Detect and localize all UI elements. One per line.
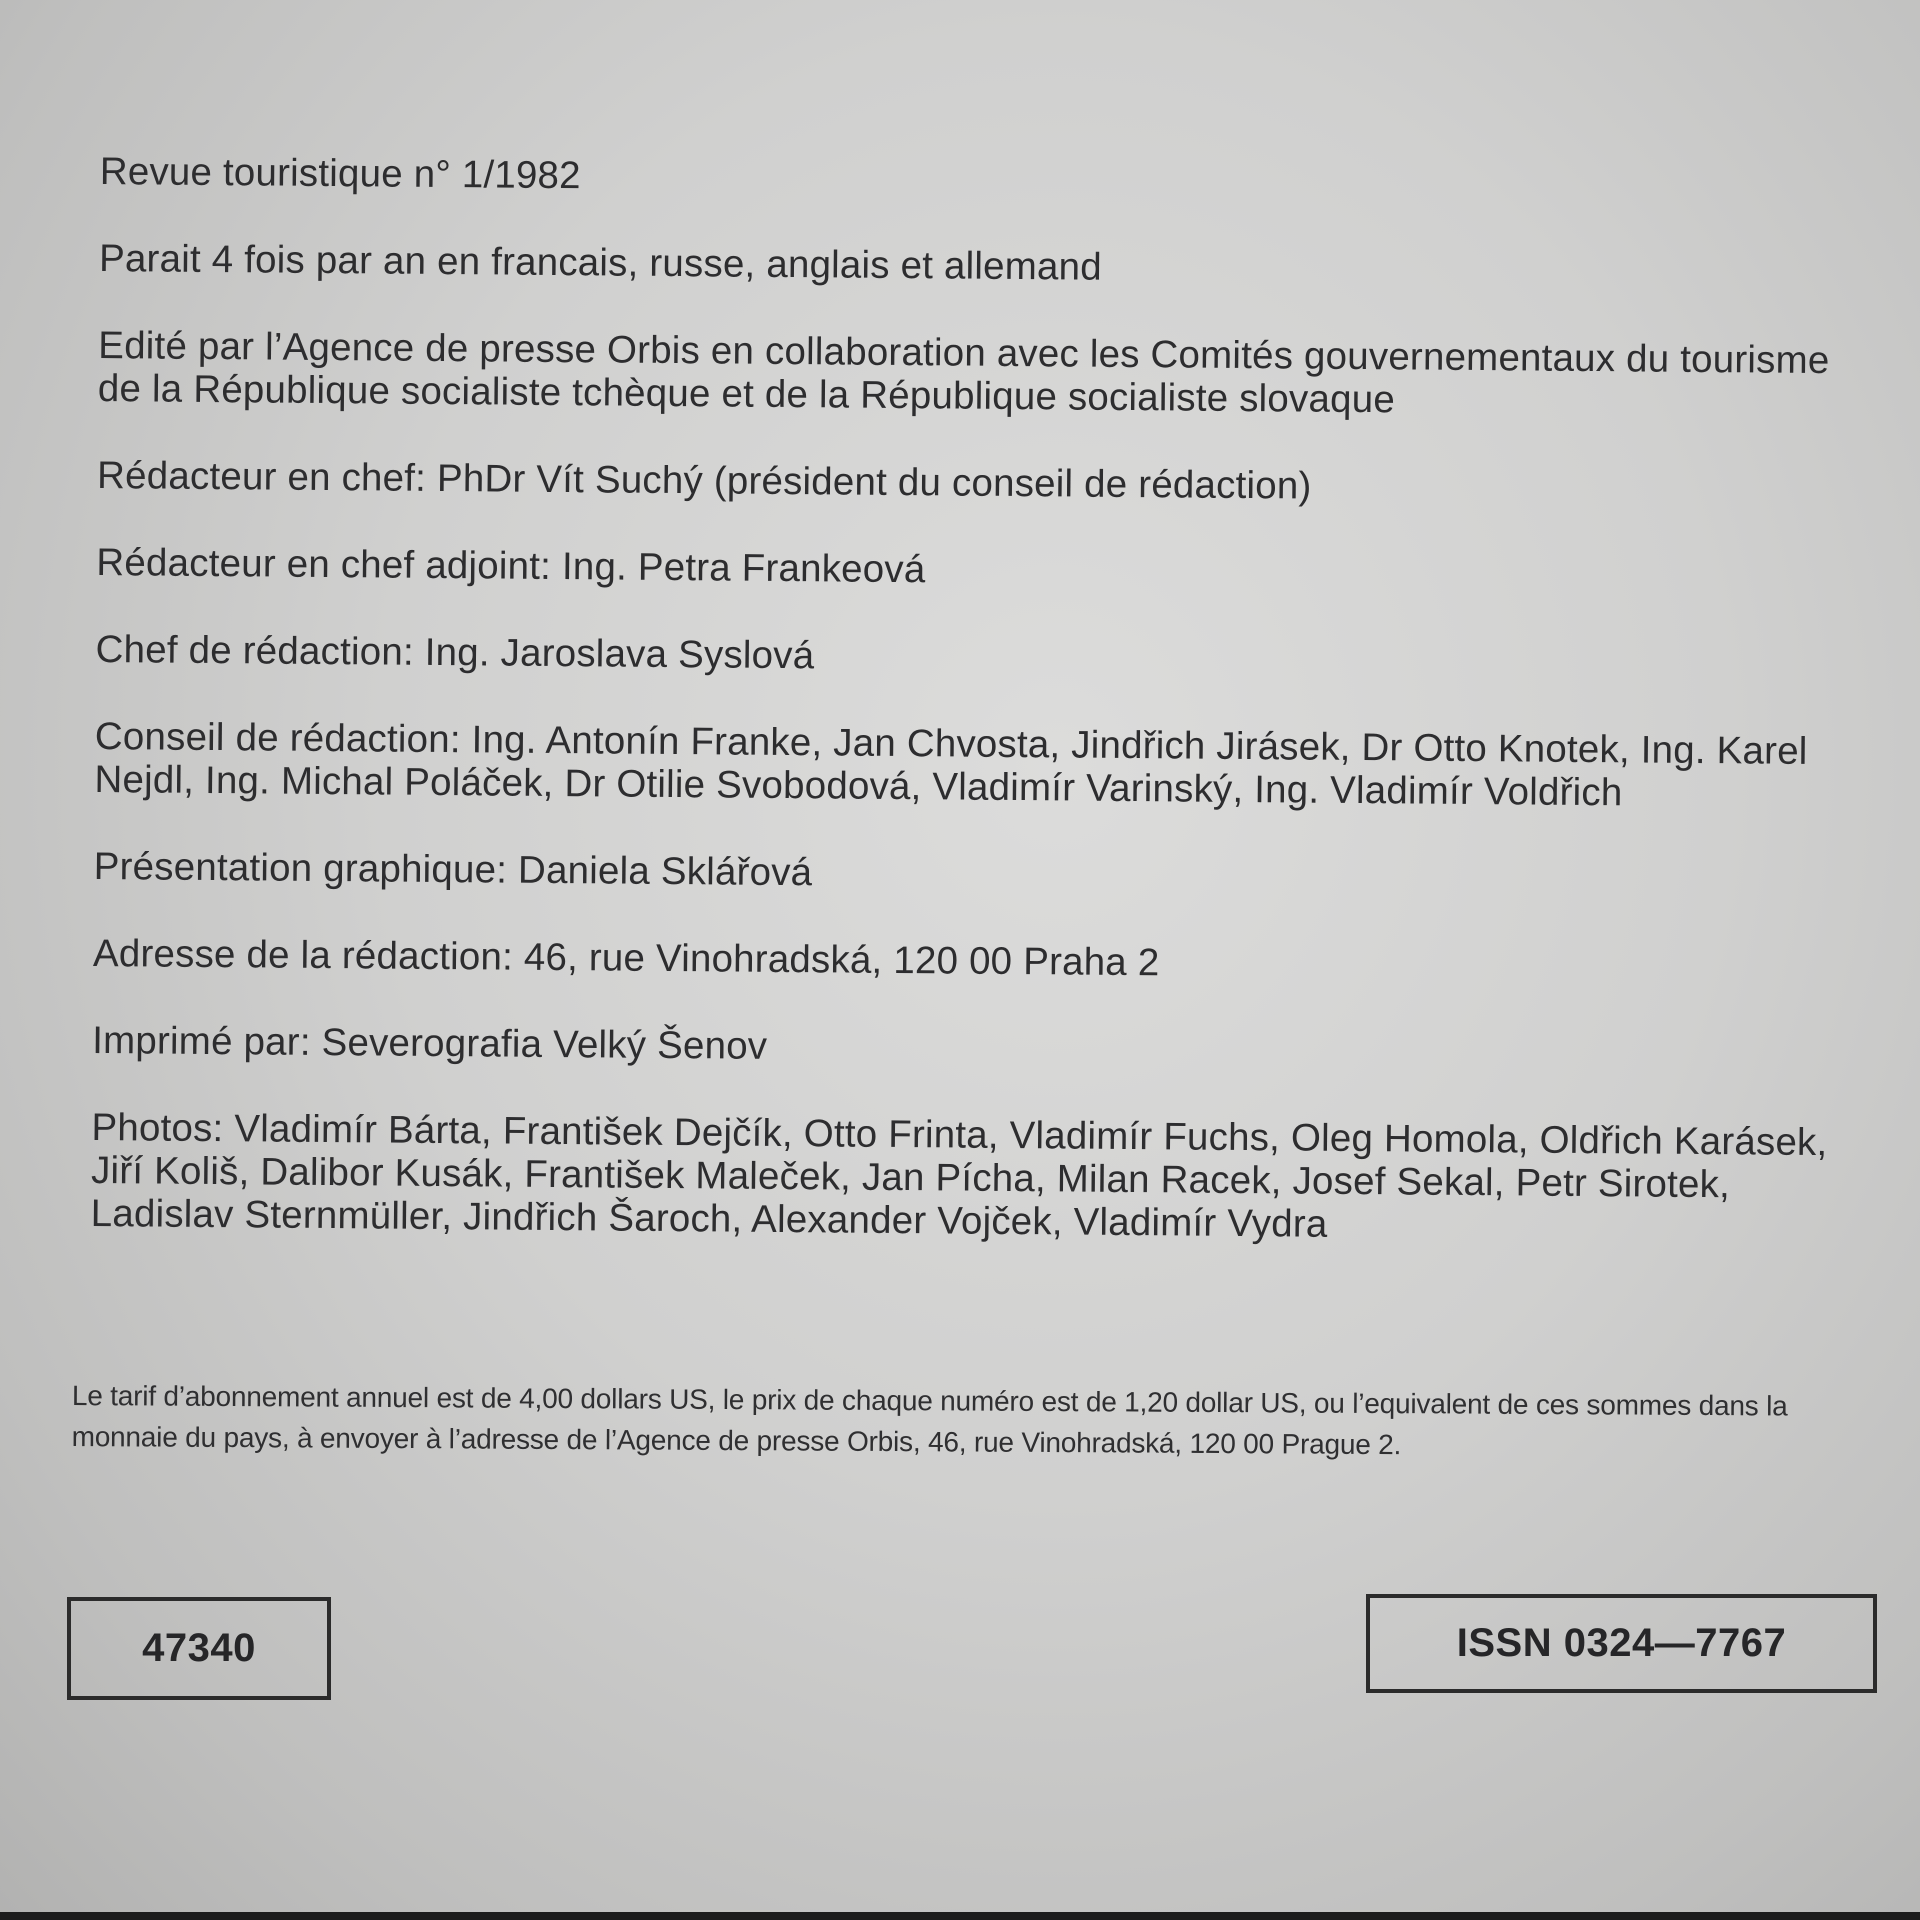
frequency-line: Parait 4 fois par an en francais, russe, anglais et allemand xyxy=(98,236,1103,289)
issn-box xyxy=(1366,1594,1877,1693)
graphic-design-line: Présentation graphique: Daniela Sklářová xyxy=(93,844,813,895)
managing-editor-line: Chef de rédaction: Ing. Jaroslava Syslová xyxy=(95,627,815,678)
issn-number: ISSN 0324—7767 xyxy=(1456,1621,1787,1665)
registration-number-box xyxy=(67,1597,331,1700)
page-edge-shadow xyxy=(0,1912,1920,1920)
registration-number: 47340 xyxy=(142,1626,256,1670)
editorial-board-line: Conseil de rédaction: Ing. Antonín Franke, Jan Chvosta, Jindřich Jirásek, Dr Otto Knotek, Ing. Karel Nejdl, Ing. Michal Poláček, Dr Otilie Svobodová, Vladimír Varinský, Ing. Vladimír Voldřich xyxy=(94,714,1819,815)
issue-line: Revue touristique n° 1/1982 xyxy=(99,150,581,198)
masthead xyxy=(90,150,1860,1294)
address-line: Adresse de la rédaction: 46, rue Vinohradská, 120 00 Praha 2 xyxy=(92,931,1160,985)
photos-credit-line: Photos: Vladimír Bárta, František Dejčík, Otto Frinta, Vladimír Fuchs, Oleg Homola, Oldřich Karásek, Jiří Koliš, Dalibor Kusák, František Maleček, Jan Pícha, Milan Racek, Josef Sekal, Petr Sirotek, Ladislav Sternmüller, Jindřich Šaroch, Alexander Vojček, Vladimír Vydra xyxy=(90,1105,1839,1246)
publisher-line: Edité par l’Agence de presse Orbis en collaboration avec les Comités gouvernementaux du tourisme de la République socialiste tchèque et de la République socialiste slovaque xyxy=(97,323,1841,422)
subscription-notice: Le tarif d’abonnement annuel est de 4,00 dollars US, le prix de chaque numéro est de 1,20 dollar US, ou l’equivalent de ces sommes dans la monnaie du pays, à envoyer à l’adresse de l’Agence de presse Orbis, 46, rue Vinohradská, 120 00 Prague 2. xyxy=(71,1379,1788,1461)
editor-in-chief-line: Rédacteur en chef: PhDr Vít Suchý (président du conseil de rédaction) xyxy=(96,453,1312,508)
deputy-editor-line: Rédacteur en chef adjoint: Ing. Petra Frankeová xyxy=(96,540,926,592)
printer-line: Imprimé par: Severografia Velký Šenov xyxy=(92,1018,768,1068)
